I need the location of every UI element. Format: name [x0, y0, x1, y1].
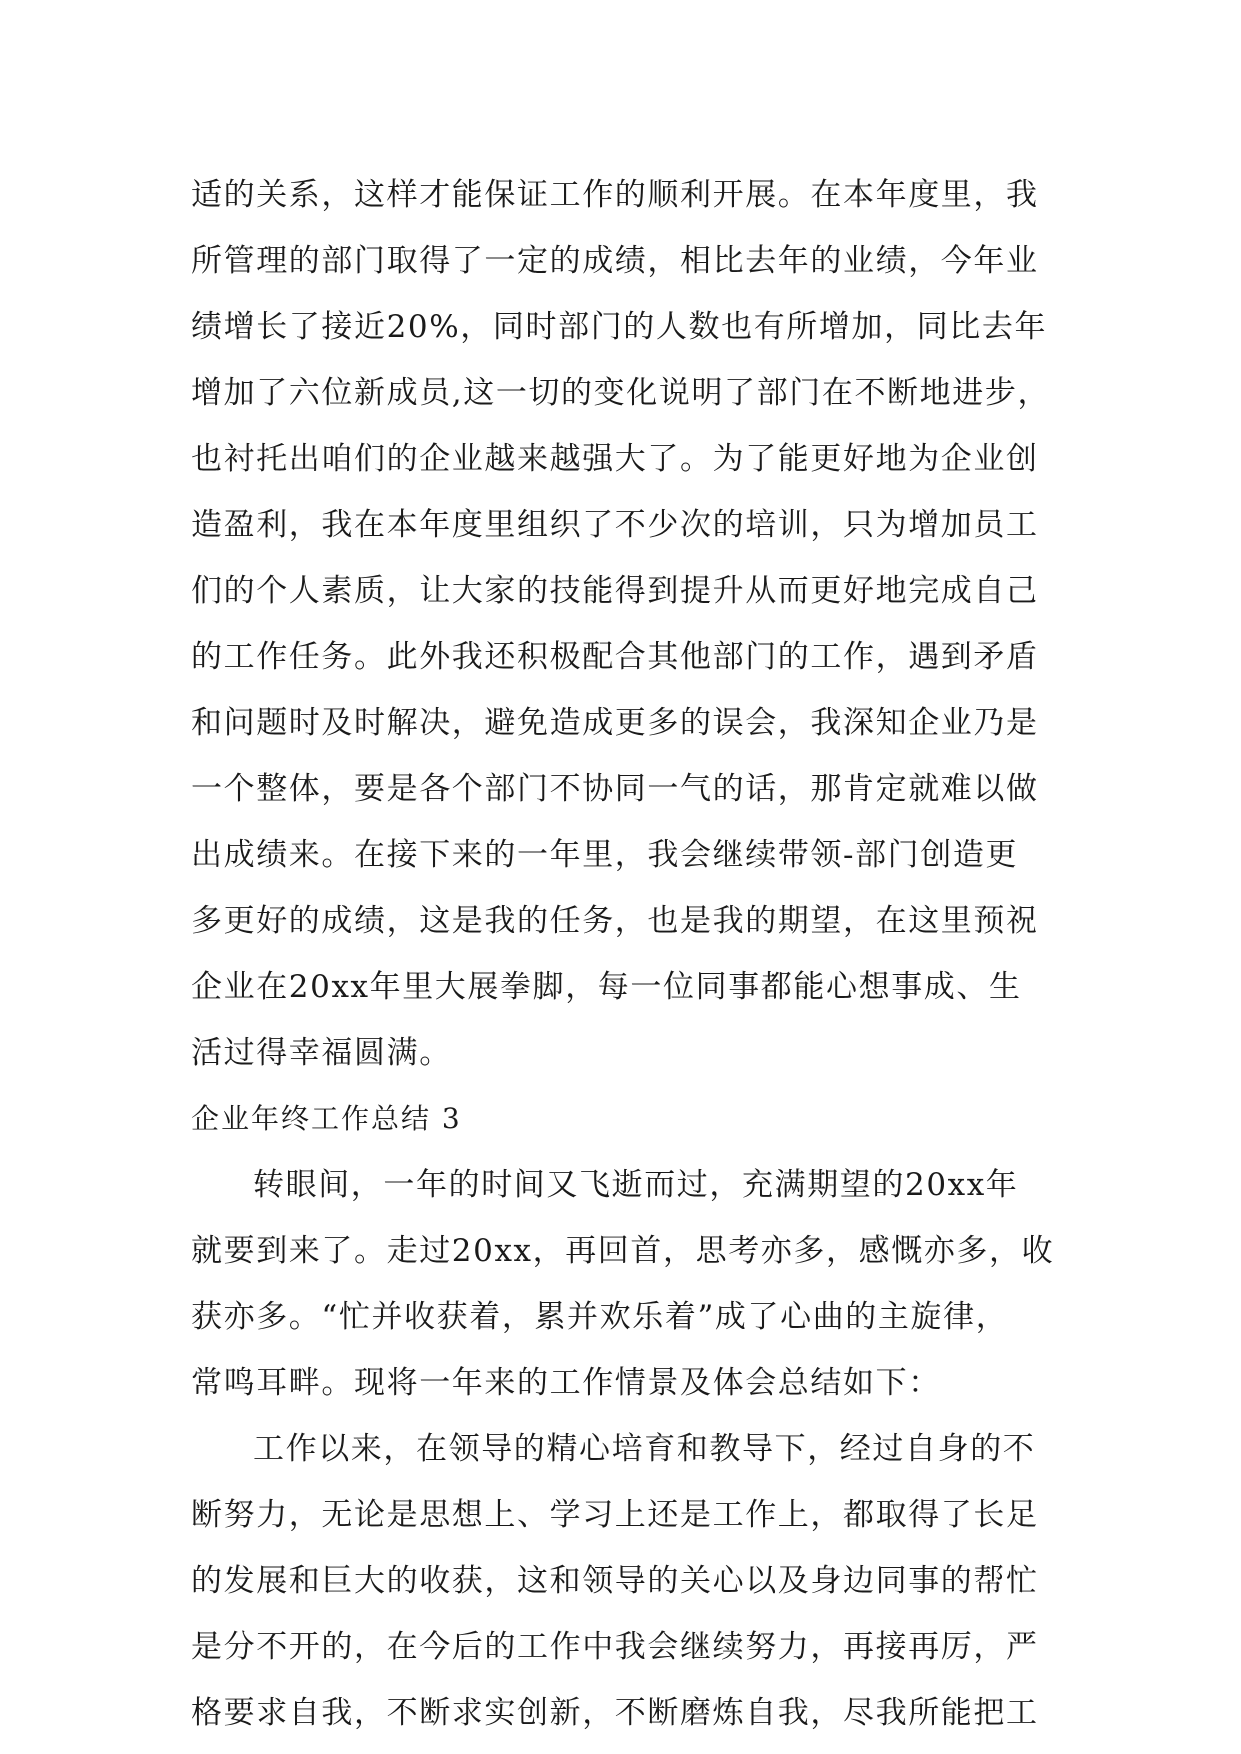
document-body: [191, 162, 1055, 1746]
text-line: 活过得幸福圆满。: [191, 1035, 452, 1071]
text-line: 是分不开的，在今后的工作中我会继续努力，再接再厉，严: [191, 1629, 1039, 1665]
text-line: 格要求自我，不断求实创新，不断磨炼自我，尽我所能把工: [191, 1695, 1039, 1731]
text-line: 们的个人素质，让大家的技能得到提升从而更好地完成自己: [191, 573, 1039, 609]
text-line: 增加了六位新成员,这一切的变化说明了部门在不断地进步，: [191, 375, 1051, 411]
paragraph-intro: [191, 1152, 1055, 1416]
text-line: 常鸣耳畔。现将一年来的工作情景及体会总结如下：: [191, 1365, 941, 1401]
paragraph-continued: [191, 162, 1051, 1086]
text-line: 的发展和巨大的收获，这和领导的关心以及身边同事的帮忙: [191, 1563, 1039, 1599]
text-line: 绩增长了接近20%，同时部门的人数也有所增加，同比去年: [191, 309, 1048, 345]
text-line: 也衬托出咱们的企业越来越强大了。为了能更好地为企业创: [191, 441, 1039, 477]
section-heading: 企业年终工作总结 3: [191, 1102, 462, 1135]
text-line: 转眼间，一年的时间又飞逝而过，充满期望的20xx年: [253, 1167, 1019, 1203]
text-line: 的工作任务。此外我还积极配合其他部门的工作，遇到矛盾: [191, 639, 1039, 675]
text-line: 和问题时及时解决，避免造成更多的误会，我深知企业乃是: [191, 705, 1039, 741]
text-line: 多更好的成绩，这是我的任务，也是我的期望，在这里预祝: [191, 903, 1039, 939]
text-line: 出成绩来。在接下来的一年里，我会继续带领-部门创造更: [191, 837, 1019, 873]
text-line: 断努力，无论是思想上、学习上还是工作上，都取得了长足: [191, 1497, 1039, 1533]
text-line: 造盈利，我在本年度里组织了不少次的培训，只为增加员工: [191, 507, 1039, 543]
text-line: 工作以来，在领导的精心培育和教导下，经过自身的不: [253, 1431, 1036, 1467]
text-line: 所管理的部门取得了一定的成绩，相比去年的业绩，今年业: [191, 243, 1039, 279]
text-line: 适的关系，这样才能保证工作的顺利开展。在本年度里，我: [191, 177, 1039, 213]
text-line: 获亦多。“忙并收获着，累并欢乐着”成了心曲的主旋律，: [191, 1299, 1009, 1335]
paragraph-work: [191, 1416, 1051, 1746]
text-line: 一个整体，要是各个部门不协同一气的话，那肯定就难以做: [191, 771, 1039, 807]
text-line: 就要到来了。走过20xx，再回首，思考亦多，感慨亦多，收: [191, 1233, 1055, 1269]
text-line: 企业在20xx年里大展拳脚，每一位同事都能心想事成、生: [191, 969, 1022, 1005]
